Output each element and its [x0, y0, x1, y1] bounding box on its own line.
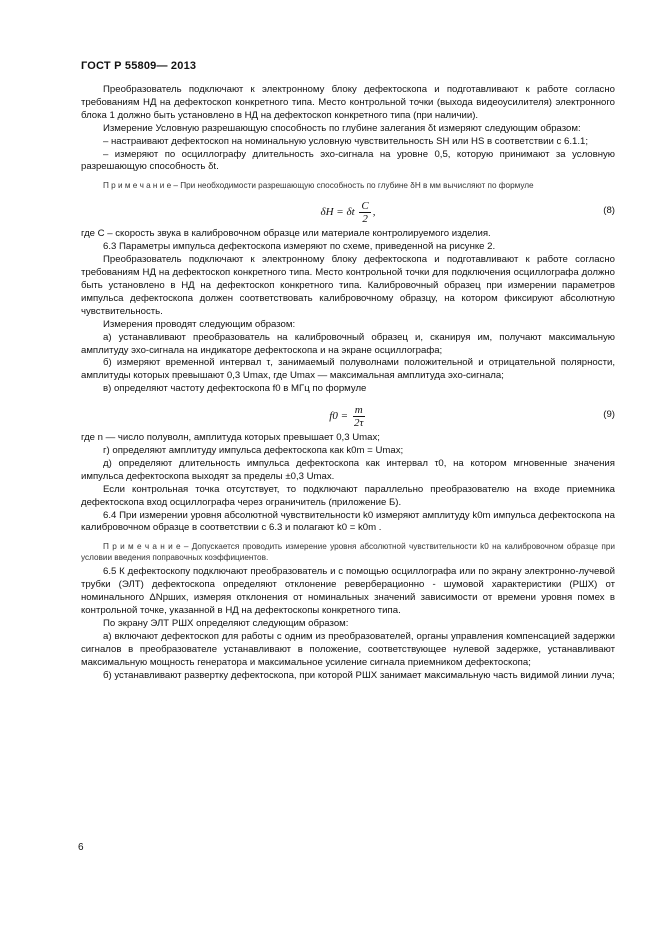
paragraph: где C – скорость звука в калибровочном образце или материале контролируемого изделия. [81, 228, 491, 240]
paragraph: г) определяют амплитуду импульса дефектоскопа как k0m = Umax; [103, 445, 404, 457]
document-body [81, 84, 615, 683]
paragraph: 6.3 Параметры импульса дефектоскопа измеряют по схеме, приведенной на рисунке 2. [103, 241, 496, 253]
paragraph: – настраивают дефектоскоп на номинальную условную чувствительность SH или HS в соответствии с 6.1.1; [103, 135, 588, 147]
formula-lhs: δH = δt [320, 206, 355, 219]
formula-8 [81, 194, 615, 226]
fraction [359, 200, 370, 225]
note-label: П р и м е ч а н и е [103, 542, 181, 552]
paragraph: Преобразователь подключают к электронному блоку дефектоскопа и подготавливают к работе согласно требованиям НД на дефектоскоп конкретного типа. Место контрольной точки (выхода видеоусилителя) электронного блока 1 должно быть установлено в НД на дефектоскоп конкретного типа (при наличии). [81, 84, 615, 121]
paragraph: 6.5 К дефектоскопу подключают преобразователь и с помощью осциллографа или по экрану электронно-лучевой трубки (ЭЛТ) дефектоскопа определяют отклонение реверберационно - шумовой характеристики (РШХ) от номинального ΔNрших, измеряя отклонения от номинальных значений зависимости от времени уровня помех в контрольной точке, указанной в НД на дефектоскопы конкретного типа. [81, 566, 615, 617]
paragraph: где n — число полуволн, амплитуда которых превышает 0,3 Umax; [81, 432, 380, 444]
denominator: 2 [362, 213, 368, 226]
formula-9 [81, 398, 615, 430]
paragraph: Если контрольная точка отсутствует, то подключают параллельно преобразователю на входе приемника дефектоскопа вход осциллографа через ограничитель (приложение Б). [81, 483, 615, 508]
paragraph: б) устанавливают развертку дефектоскопа, при которой РШХ занимает максимальную часть видимой линии луча; [103, 669, 615, 681]
paragraph: Измерения проводят следующим образом: [103, 318, 296, 330]
paragraph: а) включают дефектоскоп для работы с одним из преобразователей, органы управления компенсацией задержки сигналов в преобразователе устанавливают в положение, соответствующее нулевой задержке, устанавливают максимальную мощность генератора и максимальное усиление сигнала приемником дефектоскопа; [81, 630, 615, 668]
denominator: 2τ [354, 417, 364, 430]
numerator: C [361, 200, 369, 213]
note-1 [81, 180, 615, 191]
paragraph: Измерение Условную разрешающую способность по глубине залегания δt измеряют следующим образом: [103, 122, 581, 134]
formula-lhs: f0 = [329, 410, 349, 423]
note-text: – При необходимости разрешающую способность по глубине δH в мм вычисляют по формуле [171, 181, 534, 191]
paragraph: По экрану ЭЛТ РШХ определяют следующим образом: [103, 618, 349, 629]
paragraph: б) измеряют временной интервал τ, занимаемый полуволнами положительной и отрицательной полярности, амплитуды которых превышают 0,3 Umax, где Umax — максимальная амплитуда эхо-сигнала; [81, 357, 615, 382]
formula-number: (9) [603, 409, 615, 421]
paragraph: – измеряют по осциллографу длительность эхо-сигнала на уровне 0,5, которую принимают за условную разрешающую способность δt. [81, 148, 615, 173]
fraction [353, 404, 365, 429]
paragraph: Преобразователь подключают к электронному блоку дефектоскопа и подготавливают к работе согласно требованиям НД на дефектоскоп конкретного типа. Место контрольной точки для подключения осциллографа должно быть установлено в НД на дефектоскоп конкретного типа. Калибровочный образец при измерении параметров импульса дефектоскопа должен соответствовать калибровочному образцу, на котором фиксируют абсолютную чувствительность. [81, 254, 615, 317]
paragraph: 6.4 При измерении уровня абсолютной чувствительности k0 измеряют амплитуду k0m импульса дефектоскопа на калибровочном образце в соответствии с 6.3 и полагают k0 = k0m . [81, 509, 615, 534]
note-2 [81, 541, 615, 563]
formula-number: (8) [603, 205, 615, 217]
standard-header: ГОСТ Р 55809— 2013 [81, 60, 197, 72]
paragraph: в) определяют частоту дефектоскопа f0 в МГц по формуле [103, 383, 367, 395]
formula-tail: , [372, 206, 376, 219]
paragraph: а) устанавливают преобразователь на калибровочный образец и, сканируя им, получают максимальную амплитуду эхо-сигнала на индикаторе дефектоскопа и на экране осциллографа; [81, 331, 615, 356]
note-text: – Допускается проводить измерение уровня абсолютной чувствительности k0 на калибровочном образце при условии введения поправочных коэффициентов. [81, 542, 615, 563]
page-number: 6 [78, 842, 84, 853]
note-label: П р и м е ч а н и е [103, 181, 172, 191]
numerator: m [354, 404, 363, 417]
paragraph: д) определяют длительность импульса дефектоскопа как интервал τ0, на котором мгновенные значения импульса дефектоскопа выходят за пределы ±0,3 Umax. [81, 457, 615, 482]
